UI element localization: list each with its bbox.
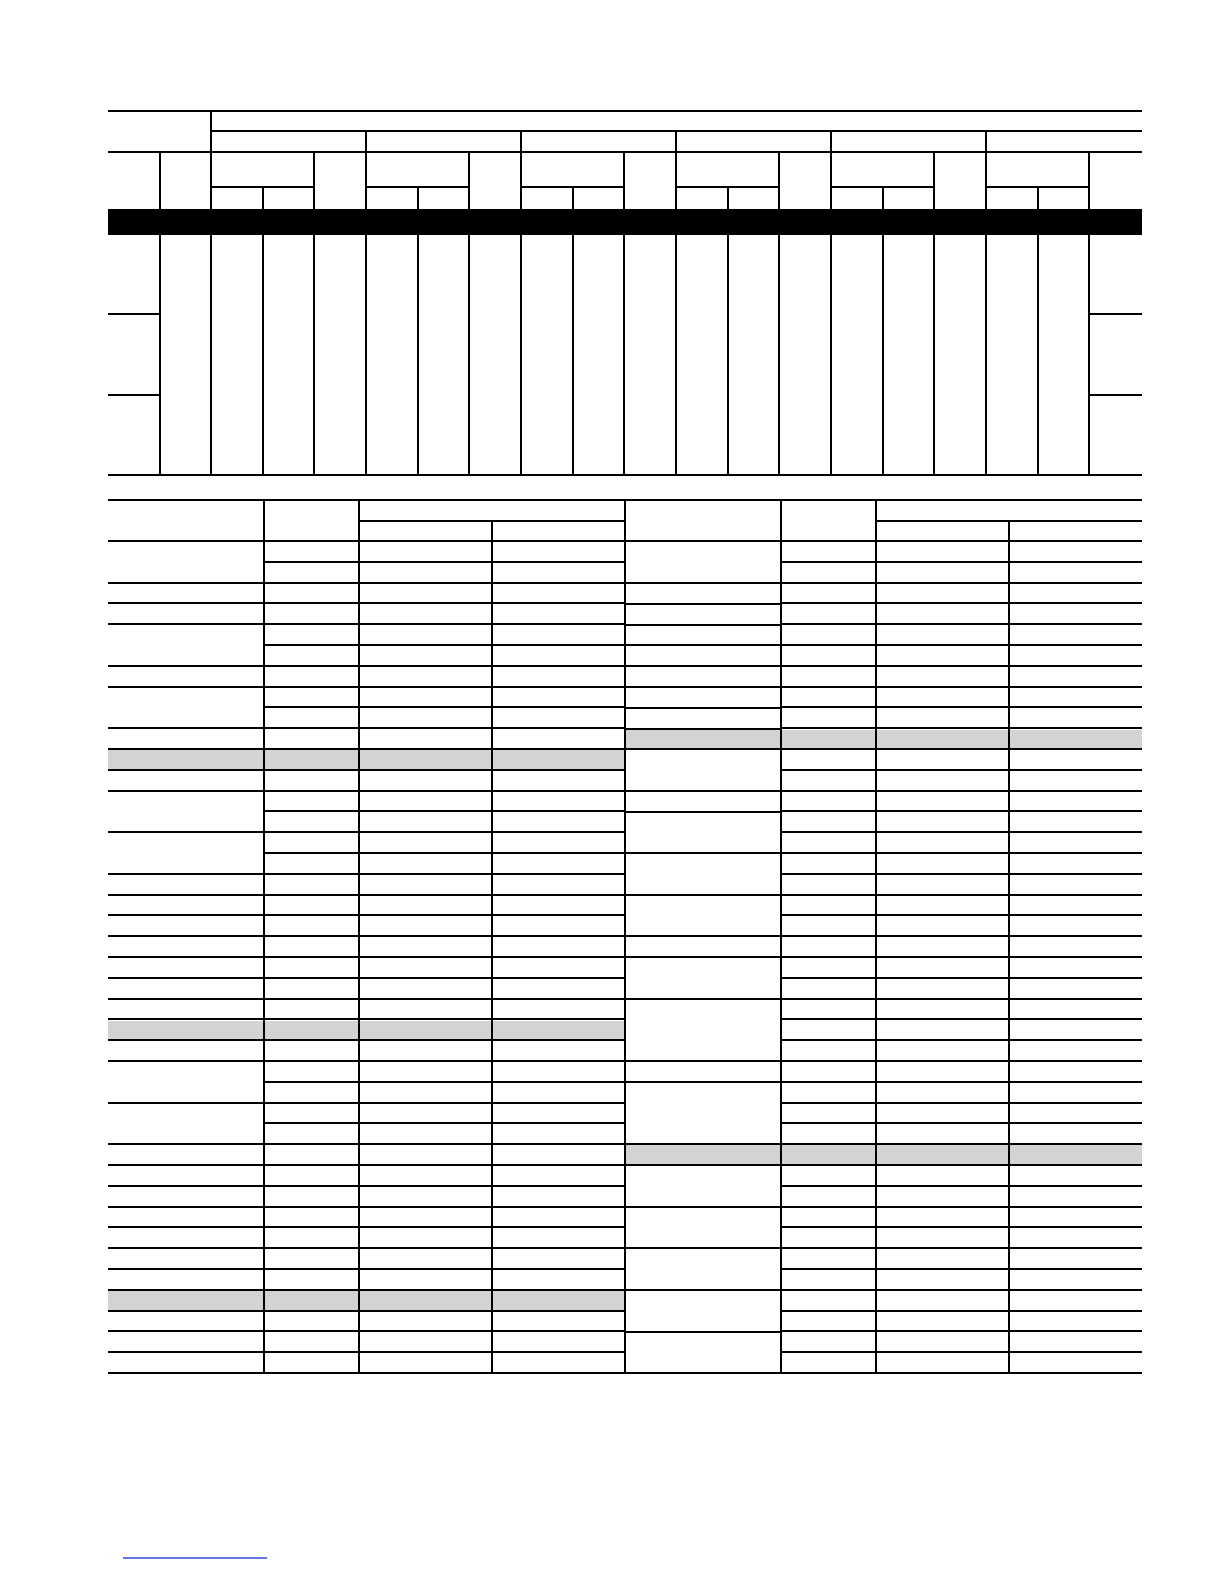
right-section-band — [625, 730, 1142, 749]
left-section-band — [108, 1291, 625, 1310]
bottom-spec-tables — [108, 500, 1142, 1373]
header-black-band — [108, 209, 1142, 235]
top-subcolumns — [211, 152, 1089, 475]
left-section-band — [108, 750, 625, 769]
left-section-band — [108, 1021, 625, 1040]
right-section-band — [625, 1145, 1142, 1164]
